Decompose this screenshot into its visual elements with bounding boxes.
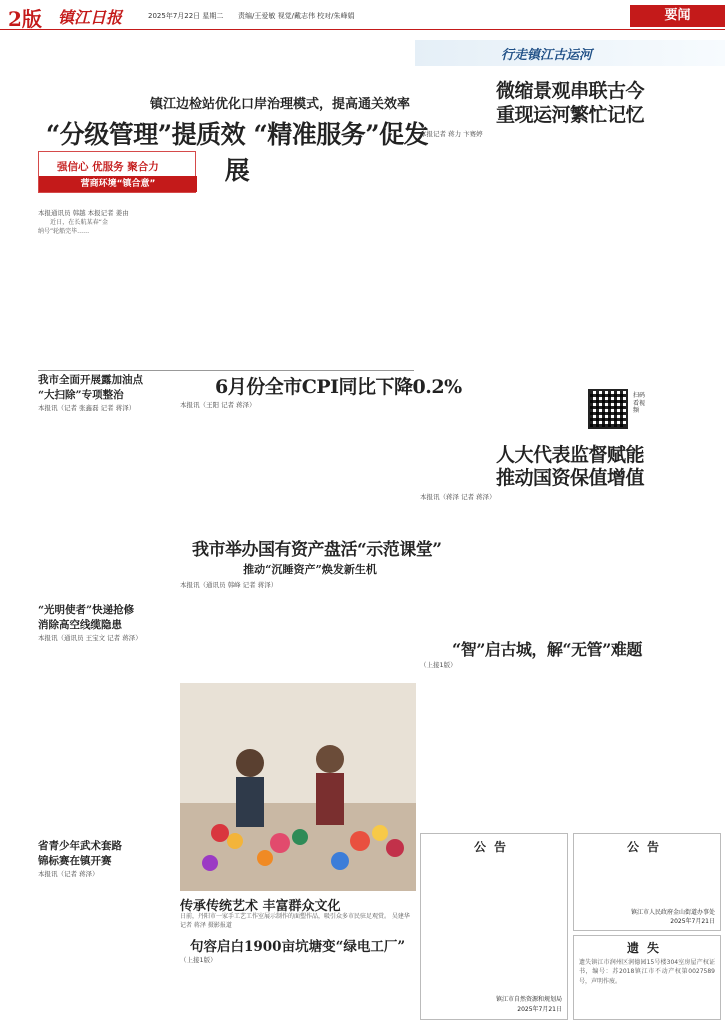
photo-story-title[interactable]: 传承传统艺术 丰富群众文化 [180,899,341,914]
npc-byline: 本报讯（蒋泽 记者 蒋泽） [420,493,496,501]
photo-illustration [180,683,416,891]
wushu-title-2[interactable]: 锦标赛在镇开赛 [38,855,112,867]
notice2-date: 2025年7月21日 [670,918,715,925]
canal-text-col [420,140,568,368]
cpi-text-col [180,408,238,520]
courier-byline: 本报讯（通讯员 王宝文 记者 蒋泽） [38,634,142,642]
wushu-byline: 本报讯（记者 蒋泽） [38,870,99,878]
canal-column-banner [415,40,725,66]
wushu-title-1[interactable]: 省青少年武术套路 [38,840,122,852]
lead-banner-box [38,151,196,193]
edition-number: 2版 [8,7,42,31]
banner-line2: 营商环境“镇合意” [39,176,197,192]
cpi-title[interactable]: 6月份全市CPI同比下降0.2% [215,376,462,398]
notice-date: 2025年7月21日 [517,1006,562,1013]
qr-caption: 扫码看视频 [633,392,646,414]
asset-text-col [242,580,300,680]
street-title-2[interactable]: “大扫除”专项整治 [38,389,124,401]
energy-text-col [242,955,300,1020]
cpi-text-col [366,400,416,520]
notice2-box [573,833,721,931]
asset-text-col [304,580,362,680]
divider [38,370,414,371]
asset-title[interactable]: 我市举办国有资产盘活“示范课堂” [192,540,442,560]
community-text-col [420,669,568,829]
lead-text-col [312,155,412,367]
cpi-text-col [304,400,362,520]
photo-caption: 日前，丹阳市一家手工艺工作室展示制作的面塑作品，吸引众多市民驻足观赏。 吴建华 记者 蒋泽 摄影报道 [180,913,410,929]
paper-name: 镇江日报 [58,8,123,27]
canal-text-col [573,140,721,386]
notice-heading: 公告 [473,840,514,854]
section-tag[interactable]: 要闻 [630,5,725,27]
community-text-col [573,660,721,829]
asset-subtitle: 推动“沉睡资产”焕发新生机 [243,563,377,576]
issue-date: 2025年7月22日 星期二 [148,12,224,20]
lost-body: 遗失镇江市润州区润德园15号楼304室房屋产权证书，编号：苏2018镇江市不动产权第0027589号，声明作废。 [579,959,715,985]
banner-line1: 强信心 优服务 聚合力 [57,161,159,173]
lead-supertitle: 镇江边检站优化口岸治理模式，提高通关效率 [150,97,411,112]
npc-text-col [573,494,721,632]
community-title[interactable]: “智”启古城，解“无管”难题 [452,640,642,659]
lead-text-col [230,155,306,367]
energy-text-col [304,955,362,1020]
qr-code-icon[interactable] [588,389,628,429]
canal-title-2[interactable]: 重现运河繁忙记忆 [495,104,644,126]
editor-credits: 责编/王爱敏 视觉/戴志伟 校对/朱峰娟 [238,12,355,20]
community-byline: （上接1版） [420,661,457,669]
notice2-heading: 公告 [626,840,667,854]
photo-artisans[interactable] [180,683,416,891]
cpi-byline: 本报讯（王阳 记者 蒋泽） [180,401,256,409]
lead-title[interactable]: “分级管理”提质效 “精准服务”促发展 [45,120,429,185]
asset-text-col [180,590,238,680]
street-title-1[interactable]: 我市全面开展露加油点 [38,374,143,386]
energy-text-col [180,964,238,1020]
energy-text-col [366,955,416,1020]
lead-text-col [112,218,224,368]
courier-title-2[interactable]: 消除高空线缆隐患 [38,619,122,631]
notice2-issuer: 镇江市人民政府金山街道办事处 [630,909,715,916]
asset-text-col [366,580,416,680]
energy-title[interactable]: 句容启白1900亩坑塘变“绿电工厂” [190,939,406,955]
lead-byline: 本报通讯员 韩越 本报记者 姜由 [38,209,129,217]
courier-title-1[interactable]: “光明使者”快递抢修 [38,604,135,616]
lead-text-col: 近日，在长航某春“金纳号”轮船完毕…… [38,219,108,236]
notice-issuer: 镇江市自然资源和规划局 [495,996,562,1003]
cpi-text-col [242,400,300,520]
npc-title-2[interactable]: 推动国资保值增值 [495,467,644,489]
asset-byline: 本报讯（通讯员 韩峰 记者 蒋泽） [180,581,278,589]
canal-text-col [652,388,721,434]
page-header [0,0,725,30]
wushu-text [38,878,176,1018]
canal-column-label: 行走镇江古运河 [501,48,593,63]
energy-byline: （上接1版） [180,956,217,964]
canal-title-1[interactable]: 微缩景观串联古今 [495,80,644,102]
npc-title-1[interactable]: 人大代表监督赋能 [495,444,644,466]
canal-byline: 本报记者 蒋力 卞赛婷 [420,130,483,138]
street-text [38,412,176,598]
street-byline: 本报讯（记者 张鑫磊 记者 蒋泽） [38,404,136,412]
lost-heading: 遗失 [626,941,667,955]
lost-notice-box [573,935,721,1020]
courier-text [38,642,176,832]
npc-text-col [420,502,568,632]
notice-box [420,833,568,1020]
